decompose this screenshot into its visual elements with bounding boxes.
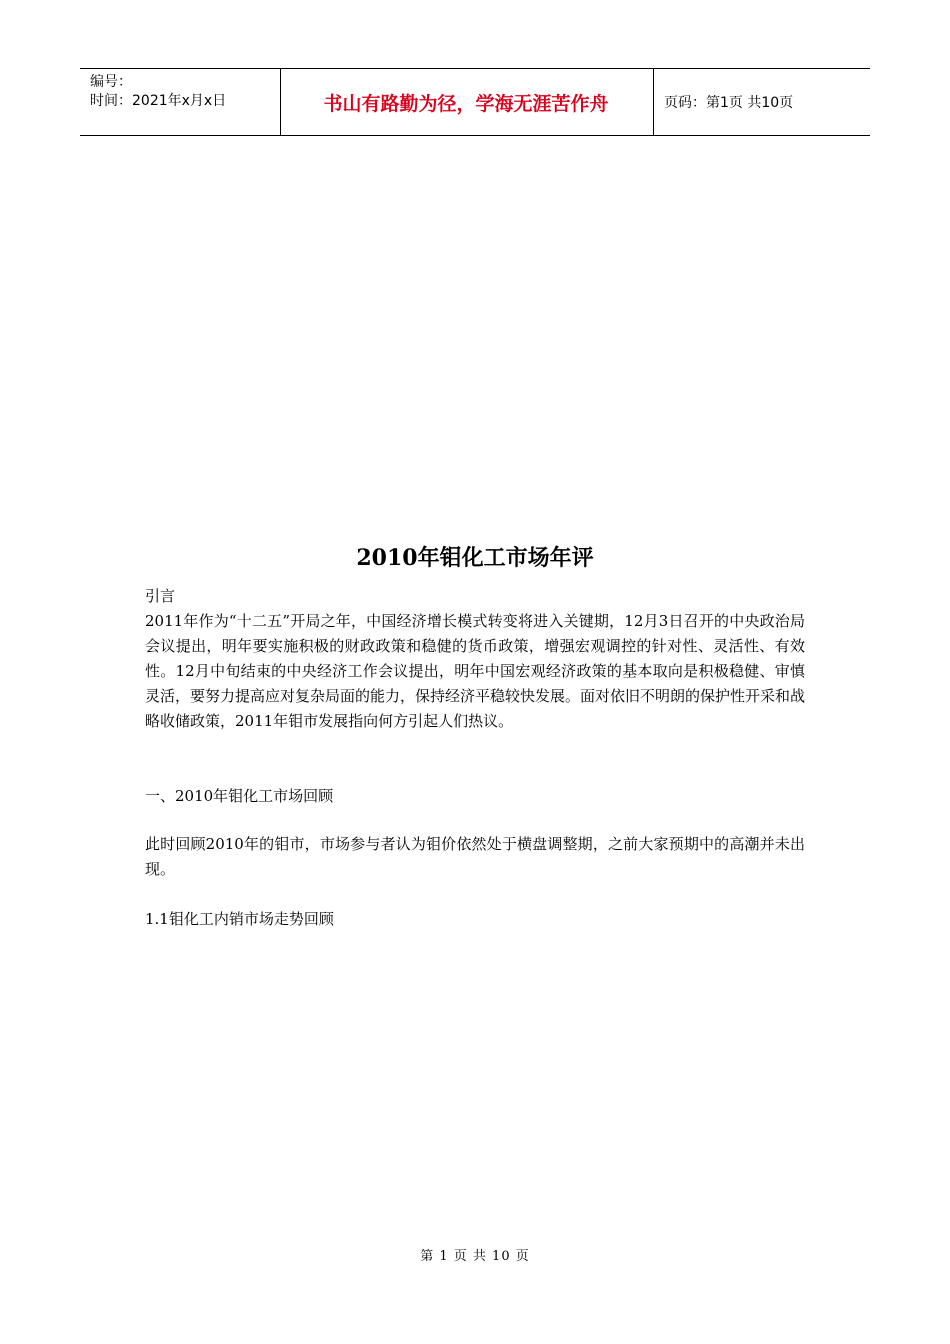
subsection-1-1: [145, 907, 805, 932]
section-1-paragraph: 此时回顾2010年的钼市，市场参与者认为钼价依然处于横盘调整期，之前大家预期中的高潮并未出现。: [145, 835, 805, 878]
intro-heading: 引言: [145, 587, 176, 605]
section-1: [145, 784, 805, 809]
intro-section: [145, 584, 805, 734]
page-info: 页码：第1页 共10页: [664, 95, 794, 111]
document-header: [80, 68, 870, 136]
document-title: 2010年钼化工市场年评: [356, 545, 594, 571]
number-label: 编号：: [90, 74, 132, 90]
subsection-heading: 1.1钼化工内销市场走势回顾: [145, 910, 334, 928]
header-motto-cell: [281, 69, 654, 135]
intro-paragraph: 2011年作为“十二五”开局之年，中国经济增长模式转变将进入关键期，12月3日召开的中央政治局会议提出，明年要实施积极的财政政策和稳健的货币政策，增强宏观调控的针对性、灵活性、有效性。12月中旬结束的中央经济工作会议提出，明年中国宏观经济政策的基本取向是积极稳健、审慎灵活，要努力提高应对复杂局面的能力，保持经济平稳较快发展。面对依旧不明朗的保护性开采和战略收储政策，2011年钼市发展指向何方引起人们热议。: [145, 612, 806, 730]
header-page-cell: [654, 69, 870, 135]
header-motto: 书山有路勤为径，学海无涯苦作舟: [323, 92, 609, 115]
section-1-heading: 一、2010年钼化工市场回顾: [145, 787, 334, 805]
section-1-body: [145, 832, 805, 882]
header-meta-cell: [80, 69, 281, 135]
page-footer: 第 1 页 共 10 页: [420, 1249, 530, 1264]
time-label: 时间：2021年x月x日: [90, 93, 227, 109]
